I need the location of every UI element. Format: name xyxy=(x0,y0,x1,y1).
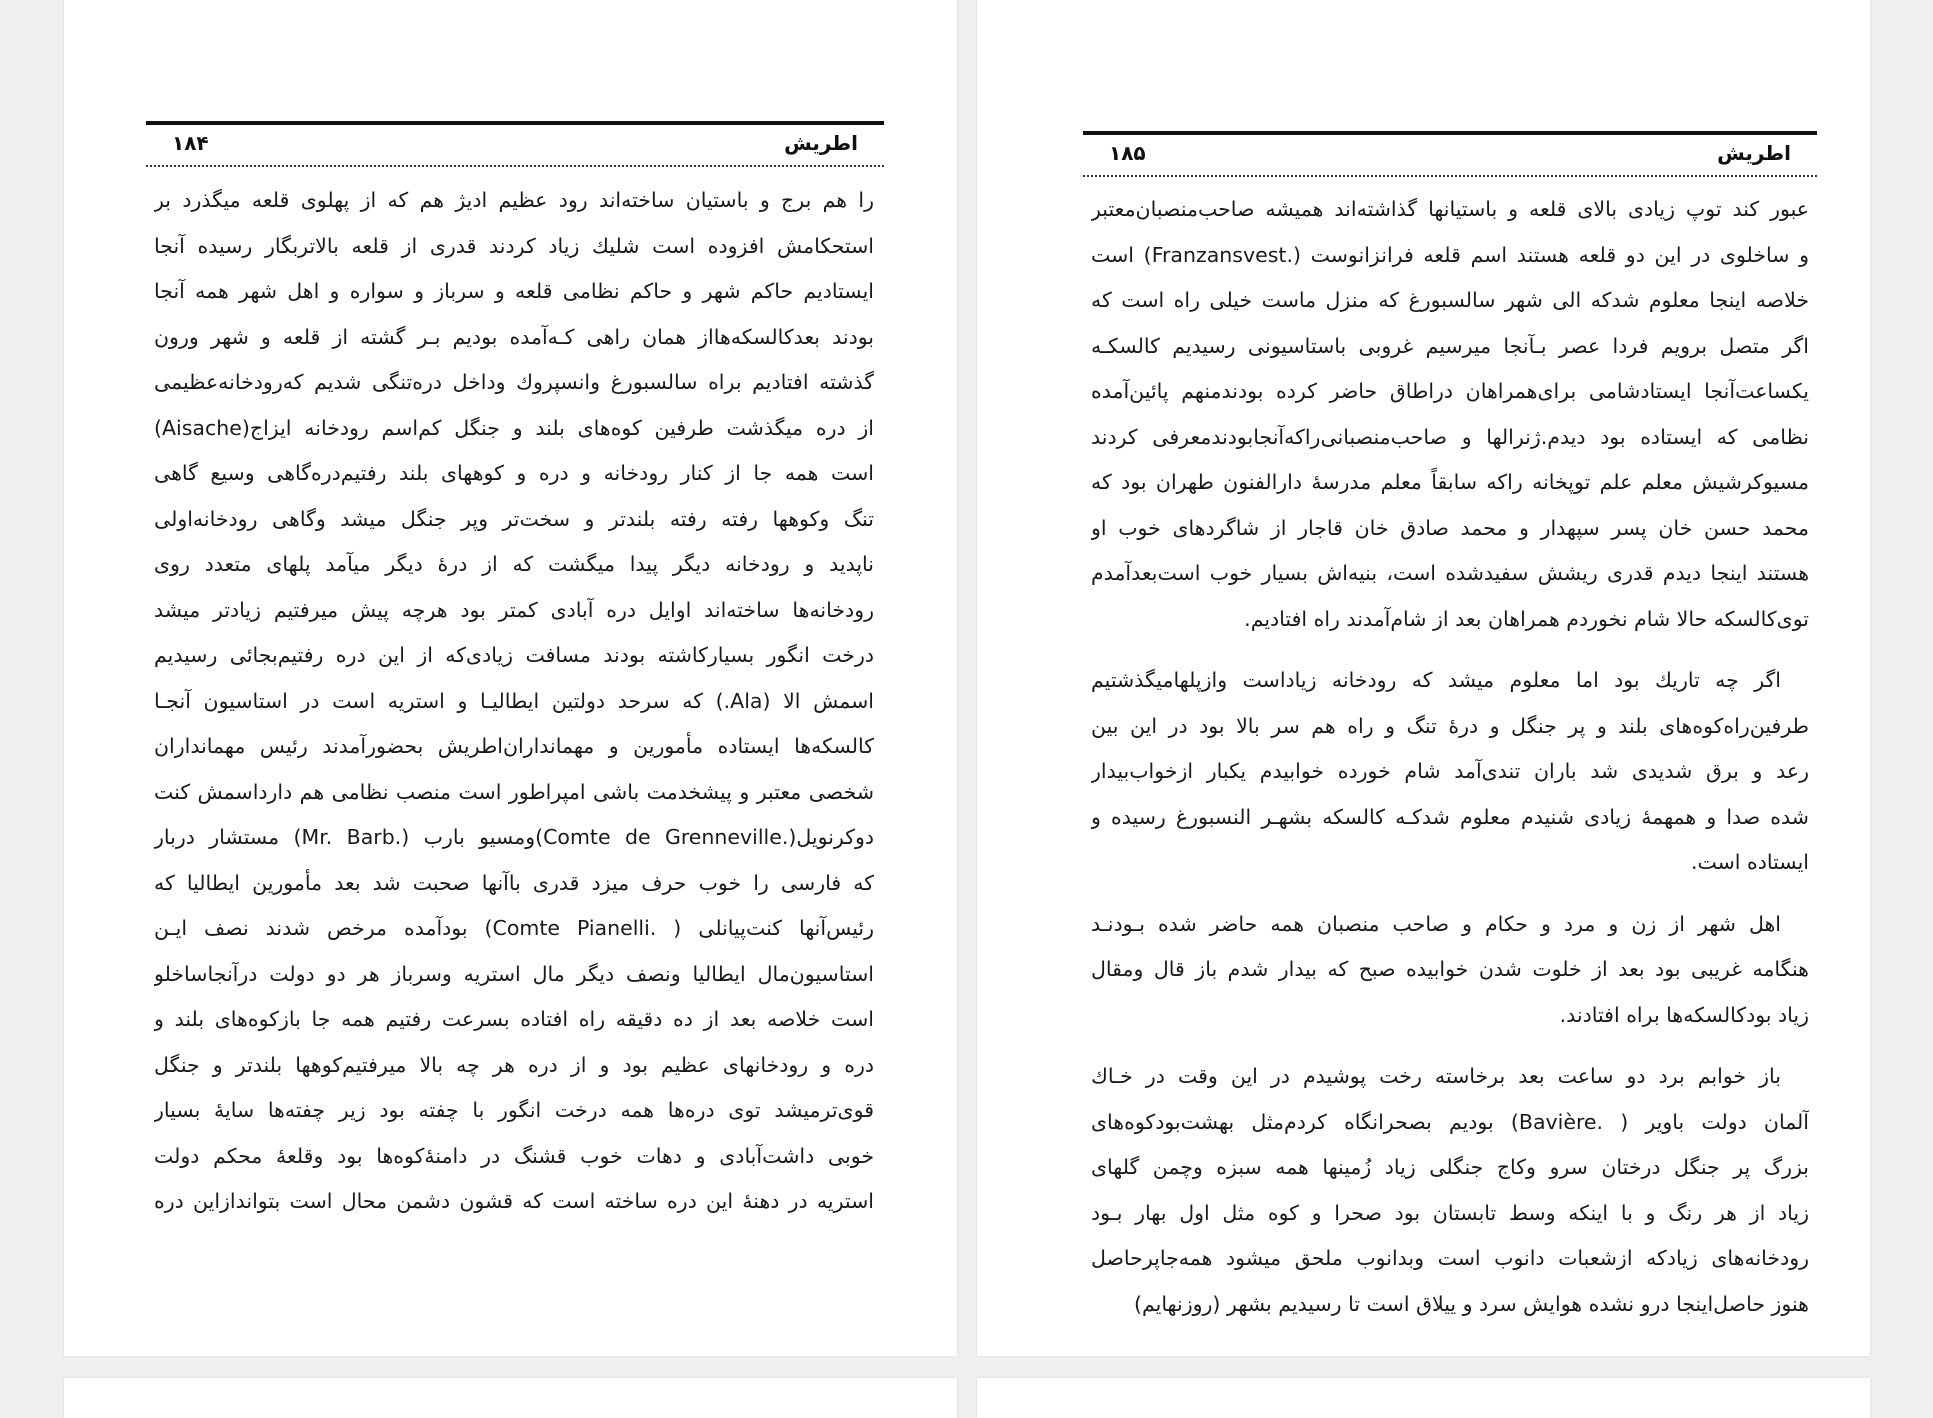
text-line: است خلاصه بعد از ده دقیقه راه افتاده بسرعت رفتیم همه جا بازکوه‌های بلند و xyxy=(154,1007,874,1031)
text-line: رودخانه‌ها ساخته‌اند اوایل دره آبادی کمتر بود هرچه پیش میرفتیم زیادتر میشد xyxy=(154,597,874,622)
text-line: گذشته افتادیم براه سالسبورغ وانسپروك وداخل دره‌تنگی شدیم که‌رودخانه‌عظیمی xyxy=(154,370,874,394)
text-line: بزرگ پر جنگل درختان سرو وکاج جنگلی زیاد زُمینها همه سبزه وچمن گلهای xyxy=(1091,1155,1809,1179)
text-line: استاسیون‌مال ایطالیا ونصف دیگر مال استریه وسرباز هر دو دولت درآنجاساخلو xyxy=(154,961,874,986)
text-line: رودخانه‌های زیادکه ازشعبات دانوب است وبدانوب ملحق میشود همه‌جاپرحاصل xyxy=(1091,1246,1809,1270)
text-line: اسمش الا (Ala.) که سرحد دولتین ایطالیـا و استریه است در استاسیون آنجـا xyxy=(154,688,874,713)
running-title: اطریش xyxy=(1717,141,1791,165)
right-page-text xyxy=(1091,187,1809,1327)
running-title: اطریش xyxy=(784,131,858,155)
text-line: و ساخلوی در این دو قلعه هستند اسم قلعه فرانزانوست (.Franzansvest) است xyxy=(1091,242,1809,267)
text-line: را هم برج و باستیان ساخته‌اند رود عظیم ادیژ هم که از پهلوی قلعه میگذرد بر xyxy=(154,188,874,212)
right-page-header xyxy=(1083,131,1817,177)
text-line: رئیس‌آنها کنت‌پیانلی ( .Comte Pianelli) بودآمده مرخص شدند نصف ایـن xyxy=(154,916,874,940)
text-line: هستند اینجا دیدم قدری ریشش سفیدشده است، بنیه‌اش بسیار خوب است‌بعدآمدم xyxy=(1091,561,1809,585)
text-line: مسیوکرشیش معلم علم توپخانه راکه سابقاً معلم مدرسهٔ دارالفنون طهران بود که xyxy=(1091,470,1809,494)
text-line: شده صدا و همهمهٔ زیادی شنیدم معلوم شدکـه کالسکه بشهـر النسبورغ رسیده و xyxy=(1091,804,1809,829)
text-line: قوی‌ترمیشد توی دره‌ها همه درخت انگور با چفته بود زیر چفته‌ها سایهٔ بسیار xyxy=(154,1098,874,1122)
text-line: هنگامه غریبی بود بعد از خلوت شدن خوابیده صبح که بیدار شدم باز قال ومقال xyxy=(1091,957,1809,981)
text-line: از دره میگذشت طرفین کوه‌های بلند و جنگل کم‌اسم رودخانه ایزاج(Aisache) xyxy=(154,415,874,440)
text-line: خلاصه اینجا معلوم شدکه الی شهر سالسبورغ که منزل ماست خیلی راه است که xyxy=(1091,288,1809,312)
text-line: رعد و برق شدیدی شد باران تندی‌آمد شام خورده خوابیدم یکبار ازخواب‌بیدار xyxy=(1091,759,1809,783)
text-line: ایستاده است. xyxy=(1690,850,1809,874)
next-page-left-edge xyxy=(64,1378,957,1418)
paragraph xyxy=(1091,1054,1809,1327)
text-line: استحکامش افزوده است شلیك زیاد کردند قدری از قلعه بالاتربگار رسیده آنجا xyxy=(154,233,874,258)
text-line: محمد حسن خان پسر سپهدار و محمد صادق خان قاجار از شاگردهای خوب او xyxy=(1091,515,1809,540)
text-line: دوکرنویل(.Comte de Grenneville)ومسیو بارب (.Mr. Barb) مستشار دربار xyxy=(154,825,874,849)
text-line: که فارسی را خوب حرف میزد قدری با‌آنها صحبت شد بعد مأمورین ایطالیا که xyxy=(154,870,874,895)
paragraph xyxy=(1091,902,1809,1039)
paragraph-gap xyxy=(1091,642,1809,658)
paragraph-gap xyxy=(1091,886,1809,902)
paragraph xyxy=(1091,658,1809,886)
text-line: شخصی معتبر و پیشخدمت باشی امپراطور است منصب نظامی هم دارداسمش کنت xyxy=(154,779,874,804)
text-line: نظامی که ایستاده بود دیدم.ژنرالها و صاحب‌منصبانی‌راکه‌آنجابودندمعرفی کردند xyxy=(1091,424,1809,449)
text-line: استریه در دهنهٔ این دره ساخته است که قشون دشمن محال است بتواندازاین دره xyxy=(154,1189,874,1213)
page-number: ۱۸۵ xyxy=(1109,141,1146,165)
text-line: ناپدید و رودخانه دیگر پیدا میگشت که از درهٔ دیگر میآمد پلهای متعدد روی xyxy=(154,552,874,576)
text-line: زیاد بودکالسکه‌ها براه افتادند. xyxy=(1559,1002,1809,1027)
text-line: اهل شهر از زن و مرد و حکام و صاحب منصبان همه حاضر شده بـودنـد xyxy=(1091,911,1781,936)
left-page xyxy=(64,0,957,1356)
text-line: اگر متصل برویم فردا عصر بـآنجا میرسیم غروبی باستاسیونی رسیدیم کالسکـه xyxy=(1091,333,1809,358)
left-page-text xyxy=(154,178,874,1225)
text-line: تنگ وکوهها رفته رفته بلندتر و سخت‌تر وپر جنگل میشد وگاهی رودخانه‌اولی xyxy=(154,506,874,531)
right-page xyxy=(977,0,1870,1356)
paragraph-gap xyxy=(1091,1038,1809,1054)
text-line: اگر چه تاریك بود اما معلوم میشد که رودخانه زیاداست وازپلهامیگذشتیم xyxy=(1091,668,1781,692)
left-page-header xyxy=(146,121,884,167)
text-line: دره و رودخانهای عظیم بود و از دره هر چه بالا میرفتیم‌کوهها بلندتر و جنگل xyxy=(154,1052,874,1077)
page-number: ۱۸۴ xyxy=(172,131,209,155)
text-line: خوبی داشت‌آبادی و دهات خوب قشنگ در دامنهٔ‌کوه‌ها بود وقلعهٔ محکم دولت xyxy=(154,1143,874,1168)
text-line: است همه جا از کنار رودخانه و دره و کوههای بلند رفتیم‌دره‌گاهی وسیع گاهی xyxy=(154,461,874,485)
text-line: توی‌کالسکه حالا شام نخوردم همراهان بعد از شام‌آمدند راه افتادیم. xyxy=(1244,606,1809,631)
text-line: بودند بعدکالسکه‌هااز همان راهی کـه‌آمده بودیم بـر گشته از قلعه و شهر ورون xyxy=(154,324,874,349)
text-line: یکساعت‌آنجا ایستادشامی برای‌همراهان دراطاق حاضر کرده بودندمنهم پائین‌آمده xyxy=(1091,379,1809,403)
next-page-right-edge xyxy=(977,1378,1870,1418)
paragraph xyxy=(1091,187,1809,642)
text-line: باز خوابم برد دو ساعت بعد برخاسته رخت پوشیدم در این وقت در خـاك xyxy=(1091,1064,1781,1088)
text-line: کالسکه‌ها ایستاده‌ مأمورین و مهمانداران‌اطریش بحضور‌آمدند رئیس مهمانداران xyxy=(154,734,874,758)
text-line: آلمان دولت باویر ( .Bavière) بودیم بصحرانگاه کردم‌مثل بهشت‌بود‌کوه‌های xyxy=(1091,1109,1809,1134)
text-line: طرفین‌راه‌کوه‌های بلند و پر جنگل و درهٔ تنگ و راه هم سر بالا بود در این بین xyxy=(1091,713,1809,738)
text-line: زیاد از هر رنگ و با اینکه وسط تابستان بود صحرا و کوه مثل اول بهار بـود xyxy=(1091,1200,1809,1225)
text-line: ایستادیم حاکم شهر و حاکم نظامی قلعه و سرباز و سواره و اهل شهر همه آنجا xyxy=(154,279,874,303)
text-line: هنوز حاصل‌اینجا درو نشده هوایش سرد و ییلاق است تا رسیدیم بشهر (روزنهایم) xyxy=(1133,1291,1809,1316)
text-line: عبور کند توپ زیادی بالای قلعه و باستیانها گذاشته‌اند همیشه صاحب‌منصبان‌معتبر xyxy=(1091,197,1809,221)
text-line: درخت انگور بسیارکاشته بودند مسافت زیادی‌که از این دره رفتیم‌بجائی رسیدیم xyxy=(154,643,874,667)
